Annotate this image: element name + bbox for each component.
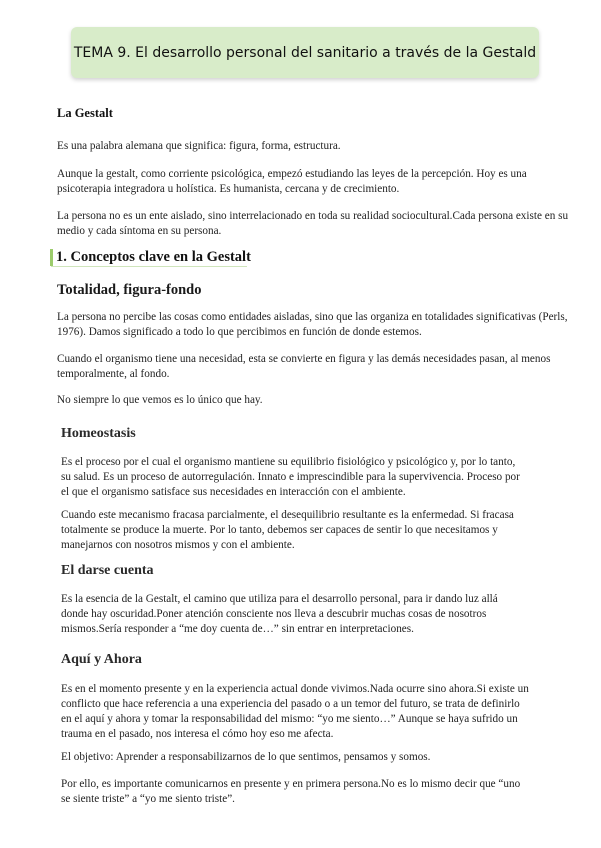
totalidad-paragraph-1: La persona no percibe las cosas como entidades aisladas, sino que las organiza en totalidades significativas (Perls, 1976). Damos significado a todo lo que percibimos en función de donde estemos. xyxy=(57,311,568,338)
section-heading-conceptos: 1. Conceptos clave en la Gestalt xyxy=(50,249,576,266)
intro-paragraph-1: Es una palabra alemana que significa: figura, forma, estructura. xyxy=(57,140,341,152)
section-heading-underline xyxy=(51,266,247,267)
homeostasis-paragraph-1: Es el proceso por el cual el organismo mantiene su equilibrio fisiológico y psicológico y, por lo tanto, su salud. Es un proceso de autorregulación. Innato e imprescindible para la supervivencia. Proceso por el que el organismo satisface sus necesidades en interacción con el ambiente. xyxy=(61,456,520,498)
darse-cuenta-paragraph-1: Es la esencia de la Gestalt, el camino que utiliza para el desarrollo personal, para ir dando luz allá donde hay oscuridad.Poner atención consciente nos lleva a descubrir muchas cosas de nosotros mismos.Sería responder a “me doy cuenta de…” sin entrar en interpretaciones. xyxy=(61,593,498,635)
subheading-totalidad: Totalidad, figura-fondo xyxy=(57,282,202,298)
aqui-ahora-paragraph-2: El objetivo: Aprender a responsabilizarnos de lo que sentimos, pensamos y somos. xyxy=(61,751,431,763)
intro-heading: La Gestalt xyxy=(57,106,113,120)
subheading-aqui-ahora: Aquí y Ahora xyxy=(61,652,142,667)
aqui-ahora-paragraph-3: Por ello, es importante comunicarnos en presente y en primera persona.No es lo mismo decir que “uno se siente triste” a “yo me siento triste”. xyxy=(61,778,521,805)
totalidad-paragraph-2: Cuando el organismo tiene una necesidad, esta se convierte en figura y las demás necesidades pasan, al menos temporalmente, al fondo. xyxy=(57,353,551,380)
homeostasis-paragraph-2: Cuando este mecanismo fracasa parcialmente, el desequilibrio resultante es la enfermedad. Si fracasa totalmente se produce la muerte. Por lo tanto, debemos ser capaces de sentir lo que necesitamos y manejarnos con nosotros mismos y con el ambiente. xyxy=(61,509,514,551)
totalidad-paragraph-3: No siempre lo que vemos es lo único que hay. xyxy=(57,394,263,406)
intro-paragraph-2: Aunque la gestalt, como corriente psicológica, empezó estudiando las leyes de la percepción. Hoy es una psicoterapia integradora u holística. Es humanista, cercana y de crecimiento. xyxy=(57,168,527,195)
subheading-darse-cuenta: El darse cuenta xyxy=(61,563,154,578)
subheading-homeostasis: Homeostasis xyxy=(61,426,136,441)
aqui-ahora-paragraph-1: Es en el momento presente y en la experiencia actual donde vivimos.Nada ocurre sino ahora.Si existe un conflicto que hace referencia a una experiencia del pasado o a un temor del futuro, se trata de definirlo en el aquí y ahora y tomar la responsabilidad del mismo: “yo me siento…” Aunque se haya sufrido un trauma en el pasado, nos interesa el cómo hoy eso me afecta. xyxy=(61,683,529,740)
intro-paragraph-3: La persona no es un ente aislado, sino interrelacionado en toda su realidad sociocultural.Cada persona existe en su medio y cada síntoma en su persona. xyxy=(57,210,569,237)
page-title: TEMA 9. El desarrollo personal del sanitario a través de la Gestald xyxy=(73,44,537,61)
title-banner xyxy=(71,27,539,78)
